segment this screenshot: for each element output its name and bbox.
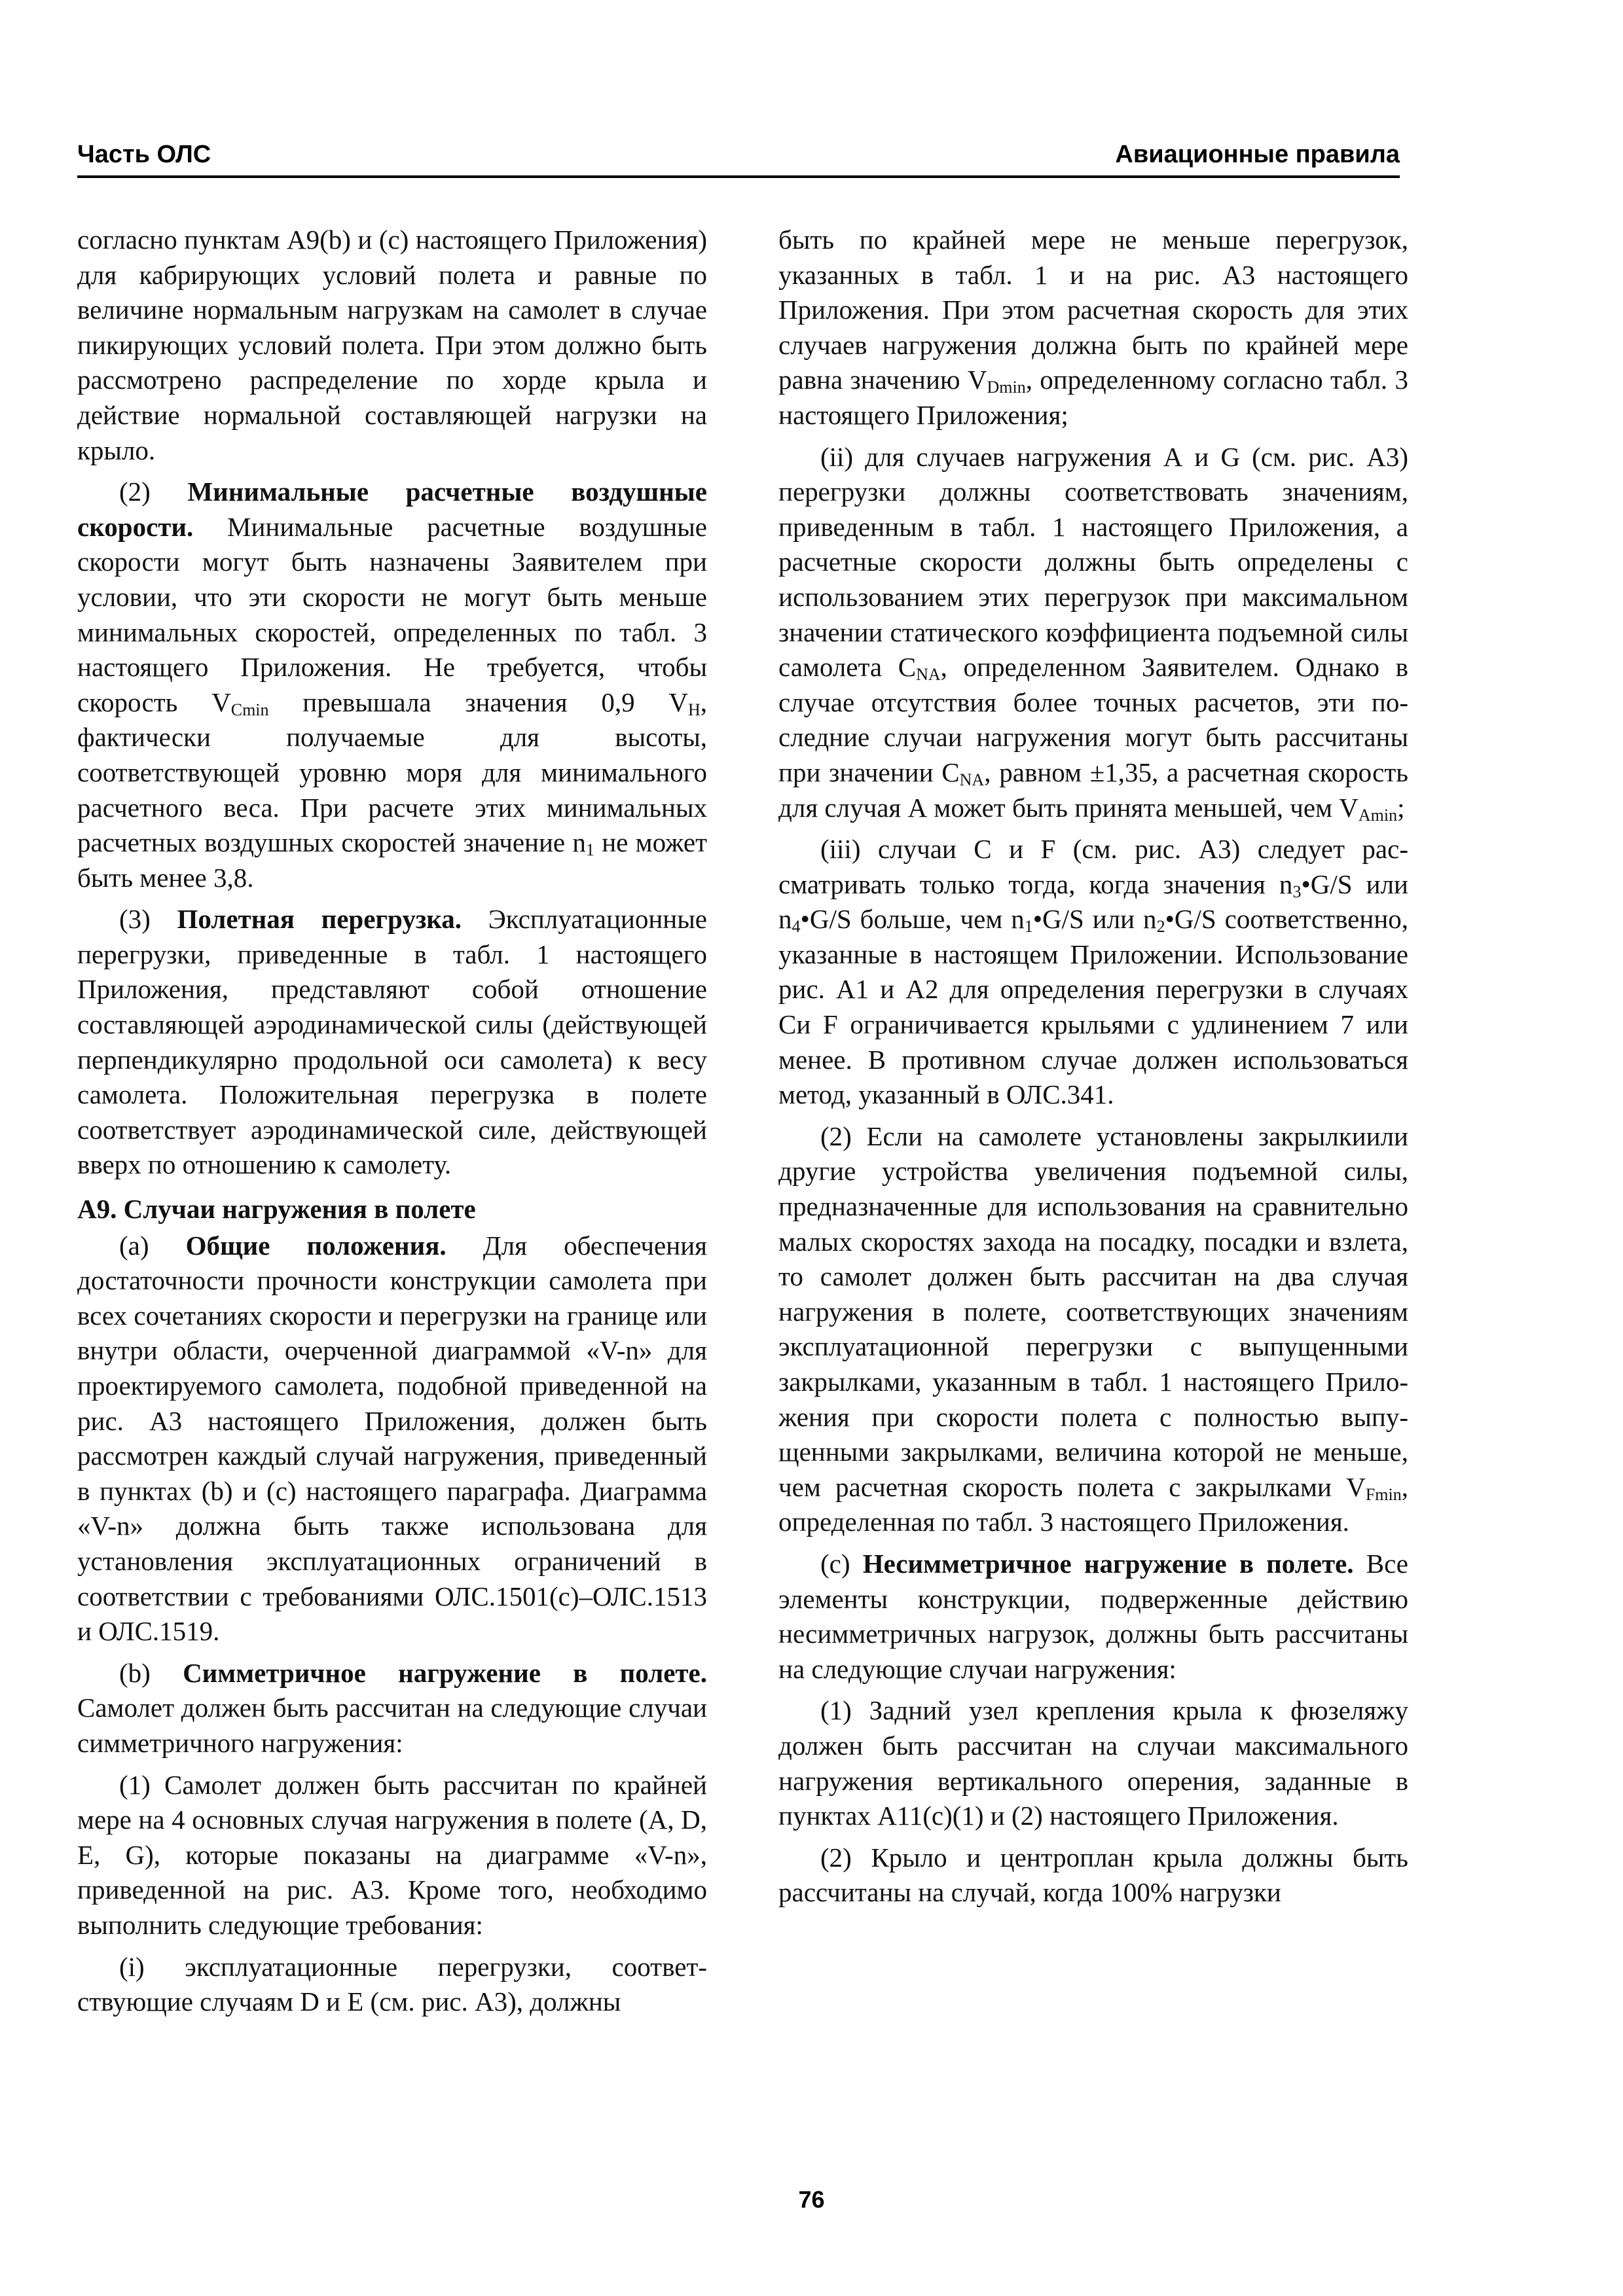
header-part-label: Часть ОЛС bbox=[77, 141, 211, 168]
text: (iii) случаи С и F (см. рис. А3) следует рассматривать только тогда, когда значения n bbox=[778, 834, 1408, 899]
text: не может быть менее 3,8. bbox=[77, 827, 707, 893]
paragraph-asymmetric bbox=[778, 1547, 1408, 1687]
text: , определенном Заявителем. Однако в случае отсутствия более точных расчетов, эти последние случаи нагружения могут быть рассчитаны при значении С bbox=[778, 652, 1408, 787]
item-number: (3) bbox=[119, 904, 177, 935]
page-header bbox=[77, 136, 1400, 178]
paragraph bbox=[778, 440, 1408, 826]
text: Эксплуатационные перегрузки, приведенные в табл. 1 настоящего Приложения, представляют собой отношение составляющей аэродинамической силы (действующей перпендикулярно продольной оси самолета) к весу самолета. Положительная перегрузка в полете соответствует аэродинамической силе, действующей вверх по отношению к самолету. bbox=[77, 904, 707, 1180]
text: •G/S больше, чем n bbox=[800, 904, 1025, 935]
subscript: Amin bbox=[1358, 805, 1398, 825]
bold-subheading: Несимметричное нагружение в полете. bbox=[862, 1548, 1354, 1579]
text: •G/S или n bbox=[778, 869, 1408, 935]
text: , равном ±1,35, а расчетная скорость для случая А может быть принята меньшей, чем V bbox=[778, 757, 1408, 823]
text: Минимальные расчетные воздушные скорости могут быть назначены Заявителем при условии, что эти скорости не могут быть меньше минимальных скоростей, определенных по табл. 3 настоящего Приложения. Не требуется, чтобы скорость V bbox=[77, 511, 707, 717]
paragraph-flight-load bbox=[77, 902, 707, 1183]
subscript: Fmin bbox=[1365, 1484, 1402, 1504]
paragraph-symmetric bbox=[77, 1656, 707, 1761]
subscript: 1 bbox=[585, 840, 594, 860]
paragraph bbox=[778, 832, 1408, 1113]
text: , определенная по табл. 3 настоящего Приложения. bbox=[778, 1471, 1408, 1537]
subscript: 3 bbox=[1292, 882, 1302, 901]
bold-subheading: Общие положения. bbox=[185, 1230, 447, 1261]
subscript: Cmin bbox=[230, 700, 269, 719]
subscript: H bbox=[687, 700, 701, 719]
subscript: NA bbox=[916, 665, 941, 685]
text: (ii) для случаев нагружения А и G (см. рис. А3) перегрузки должны соответствовать значениям, приведенным в табл. 1 настоящего Приложения, а расчетные скорости должны быть определены с использованием этих перегрузок при максимальном значении статического коэффициента подъемной силы самолета С bbox=[778, 441, 1408, 683]
bold-subheading: Полетная перегрузка. bbox=[177, 904, 462, 935]
paragraph-min-speeds bbox=[77, 475, 707, 895]
text: Для обеспечения достаточности прочности конструкции самолета при всех сочетаниях скорости и перегрузки на границе или внутри области, очерченной диаграммой «V-n» для проектируемого самолета, подобной приведенной на рис. А3 настоящего Приложения, должен быть рассмотрен каждый случай нагружения, приведенный в пунктах (b) и (с) настоящего параграфа. Диаграмма «V-n» должна быть также использована для установления эксплуатационных ограничений в соответствии с требованиями ОЛС.1501(с)–ОЛС.1513 и ОЛС.1519. bbox=[77, 1230, 707, 1647]
paragraph bbox=[778, 223, 1408, 433]
paragraph: (1) Самолет должен быть рассчитан по крайней мере на 4 основных случая нагружения в полете (А, D, Е, G), которые показаны на диаграмме «V-n», приведенной на рис. А3. Кроме того, необходимо выполнить следующие требования: bbox=[77, 1769, 707, 1940]
text: , фактически получаемые для высоты, соответствующей уровню моря для минимального расчетного веса. При расчете этих минимальных расчетных воздушных скоростей значение n bbox=[77, 687, 707, 858]
text: , определенному согласно табл. 3 настоящего Приложения; bbox=[778, 365, 1408, 430]
subscript: 1 bbox=[1024, 917, 1033, 937]
subscript: 4 bbox=[792, 917, 801, 937]
subscript: 2 bbox=[1156, 917, 1165, 937]
item-number: (с) bbox=[820, 1548, 863, 1579]
bold-subheading: Симметричное нагружение в полете. bbox=[183, 1657, 707, 1688]
item-number: (b) bbox=[119, 1657, 183, 1688]
subscript: Dmin bbox=[987, 378, 1026, 397]
item-number: (2) bbox=[119, 476, 188, 507]
paragraph: (i) эксплуатационные перегрузки, соответствующие случаям D и Е (см. рис. А3), должны bbox=[77, 1951, 707, 2017]
right-column bbox=[778, 223, 1408, 1917]
paragraph: (2) Крыло и центроплан крыла должны быть рассчитаны на случай, когда 100% нагрузки bbox=[778, 1842, 1408, 1908]
text: Все элементы конструкции, подверженные действию несимметричных нагрузок, должны быть рассчитаны на следующие случаи нагружения: bbox=[778, 1548, 1408, 1684]
left-column bbox=[77, 223, 707, 2026]
header-title: Авиационные правила bbox=[1115, 141, 1400, 168]
text: (2) Если на самолете установлены закрылкиили другие устройства увеличения подъемной силы, предназначенные для использования на сравнительно малых скоростях захода на посадку, посадки и взлета, то самолет должен быть рассчитан на два случая нагружения в полете, соответствующих значениям эксплуатационной перегрузки с выпущенными закрылками, указанным в табл. 1 настоящего Приложения при скорости полета с полностью выпущенными закрылками, величина которой не меньше, чем расчетная скорость полета с закрылками V bbox=[778, 1121, 1408, 1502]
text: ; bbox=[1397, 792, 1405, 823]
text: Самолет должен быть рассчитан на следующие случаи симметричного нагружения: bbox=[77, 1693, 707, 1758]
subscript: NA bbox=[959, 770, 985, 789]
text: быть по крайней мере не меньше перегрузок, указанных в табл. 1 и на рис. А3 настоящего Приложения. При этом расчетная скорость для этих случаев нагружения должна быть по крайней мере равна значению V bbox=[778, 224, 1408, 395]
paragraph: (1) Задний узел крепления крыла к фюзеляжу должен быть рассчитан на случаи максимального нагружения вертикального оперения, заданные в пунктах А11(с)(1) и (2) настоящего Приложения. bbox=[778, 1695, 1408, 1831]
page-number: 76 bbox=[798, 2186, 825, 2213]
text: превышала значения 0,9 V bbox=[268, 687, 688, 717]
section-heading: А9. Случаи нагружения в полете bbox=[77, 1194, 476, 1225]
paragraph: согласно пунктам А9(b) и (с) настоящего Приложения) для кабрирующих условий полета и равные по величине нормальным нагрузкам на самолет в случае пикирующих условий полета. При этом должно быть рассмотрено распределение по хорде крыла и действие нормальной составляющей нагрузки на крыло. bbox=[77, 224, 707, 465]
text: •G/S или n bbox=[1032, 904, 1157, 935]
text: •G/S соответственно, указанные в настоящем Приложении. Использование рис. А1 и А2 для определения перегрузки в случаях Си F ограничивается крыльями с удлинением 7 или менее. В противном случае должен использоваться метод, указанный в ОЛС.341. bbox=[778, 904, 1409, 1110]
item-number: (a) bbox=[119, 1230, 186, 1261]
bold-subheading: Минимальные расчетные воздушные скорости. bbox=[77, 476, 707, 542]
paragraph-general bbox=[77, 1229, 707, 1649]
paragraph bbox=[778, 1119, 1408, 1540]
